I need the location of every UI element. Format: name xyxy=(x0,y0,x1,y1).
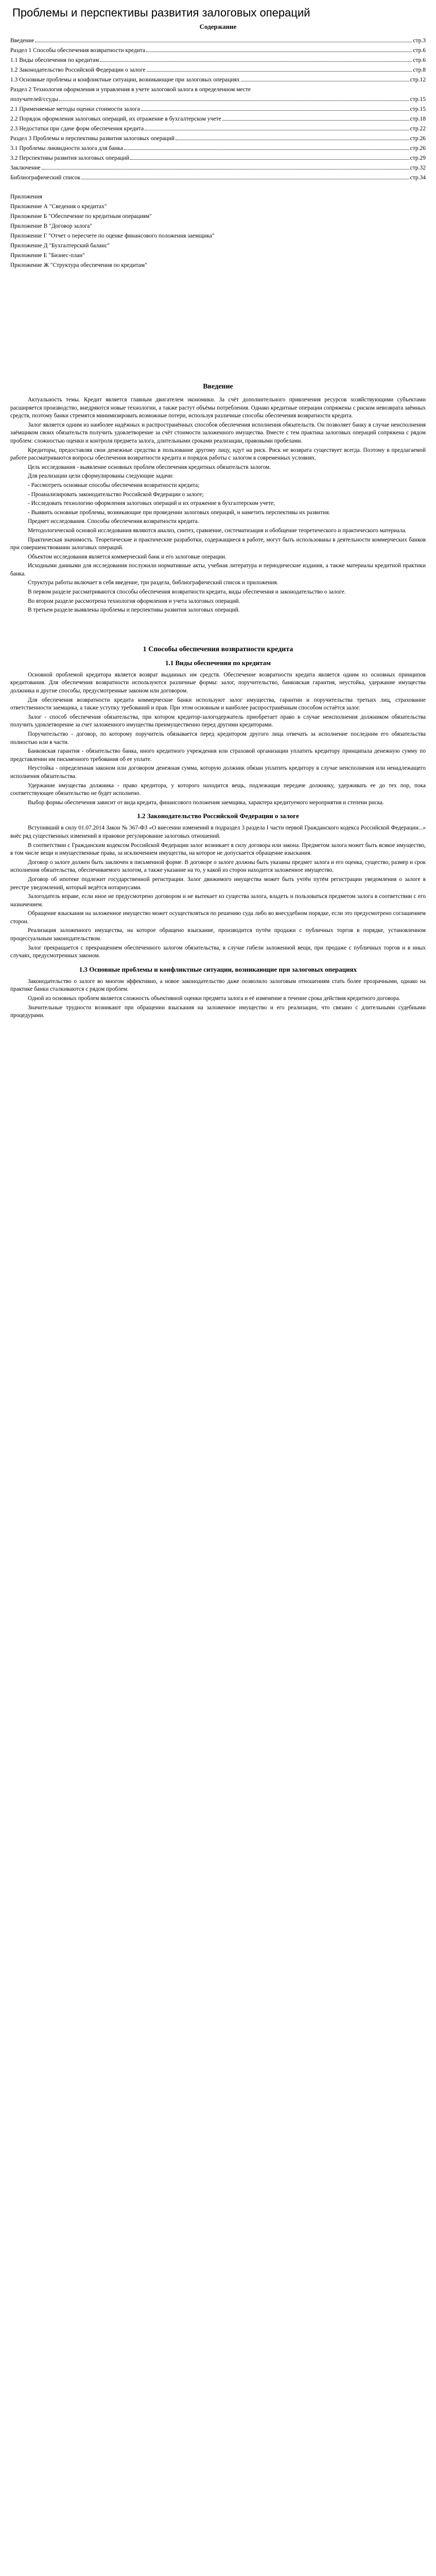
paragraph: - Проанализировать законодательство Российской Федерации о залоге; xyxy=(28,491,204,498)
section1-3-body xyxy=(10,978,426,1020)
toc-leader-dots xyxy=(59,100,409,101)
section1-1-body xyxy=(10,671,426,807)
paragraph: Кредиторы, предоставляя свои денежные средства в пользование другому лицу, идут на риск. Риск не возврата существует всегда. Поэтому в предлагаемой работе рассматриваются вопросы обеспечения возвратности кредита и порядок работы с залогом в современных условиях. xyxy=(10,447,426,462)
paragraph: В первом разделе рассматриваются способы обеспечения возвратности кредита, виды обеспечения и законодательство о залоге. xyxy=(28,589,346,596)
toc-leader-dots xyxy=(100,61,412,62)
toc-leader-dots xyxy=(147,71,412,72)
toc-item-page: стр.15 xyxy=(410,106,426,112)
toc-item-text: 3.2 Перспективы развития залоговых операций xyxy=(10,155,130,161)
paragraph: - Исследовать технологию оформления залоговых операций и их отражение в бухгалтерском учете; xyxy=(28,500,275,507)
paragraph: Реализация заложенного имущества, на которое обращено взыскание, производится путём продажи с публичных торгов в порядке, установленном процессуальным законодательством. xyxy=(10,927,426,942)
toc-leader-dots xyxy=(222,120,409,121)
paragraph: Для обеспечения возвратности кредита коммерческие банки используют залог имущества, гарантии и поручительства третьих лиц, страхование ответственности заемщика, а также уступку требований и прав. При этом основным и наиболее распространённым способом остаётся залог. xyxy=(10,697,426,711)
toc-item-page: стр.26 xyxy=(410,135,426,142)
paragraph: Предмет исследования. Способы обеспечения возвратности кредита. xyxy=(28,518,199,525)
paragraph: - Выявить основные проблемы, возникающие при проведении залоговых операций, и наметить перспективы их развития. xyxy=(28,509,330,516)
toc-item-text: 1.2 Законодательство Российской Федерации о залоге xyxy=(10,67,146,73)
toc-item xyxy=(10,163,426,173)
toc-item: Приложение Г "Отчет о пересчете по оценке финансового положения заемщика" xyxy=(10,233,215,239)
paragraph: Актуальность темы. Кредит является главным двигателем экономики. За счёт дополнительного привлечения ресурсов хозяйствующими субъектами расширяется производство, внедряются новые технологии, а также растут объёмы потребления. Однако кредитные операции сопряжены с риском невозврата заёмных средств, поэтому банки стремятся минимизировать возможные потери, используя различные способы обеспечения возвратности кредита. xyxy=(10,397,426,419)
toc-item: Приложение Б "Обеспечение по кредитным операциям" xyxy=(10,213,152,219)
paragraph: Структура работы включает в себя введение, три раздела, библиографический список и приложения. xyxy=(28,580,278,586)
paragraph: Договор об ипотеке подлежит государственной регистрации. Залог движимого имущества может быть учтён путём регистрации уведомления о залоге в реестре уведомлений, который ведётся нотариусами. xyxy=(10,876,426,891)
toc-item xyxy=(10,154,426,163)
toc-item xyxy=(10,75,426,85)
toc-item-text: 1.1 Виды обеспечения по кредитам xyxy=(10,57,99,63)
toc-leader-dots xyxy=(130,159,409,160)
toc-item-text: Раздел 1 Способы обеспечения возвратности кредита xyxy=(10,47,146,54)
table-of-contents xyxy=(10,36,426,270)
toc-leader-dots xyxy=(141,110,409,111)
toc-item-page: стр.6 xyxy=(413,57,426,63)
page-break-spacer xyxy=(10,616,426,636)
paragraph: Цель исследования - выявление основных проблем обеспечения кредитных обязательств залогом. xyxy=(28,464,271,470)
intro-heading: Введение xyxy=(203,383,233,391)
toc-item xyxy=(10,36,426,46)
toc-item-page: стр.8 xyxy=(413,67,426,73)
intro-body xyxy=(10,396,426,615)
page-break-spacer xyxy=(10,270,426,374)
toc-item xyxy=(10,105,426,114)
toc-item: Приложение Д "Бухгалтерский баланс" xyxy=(10,243,110,249)
toc-item-page: стр.29 xyxy=(410,155,426,161)
section1-2-heading: 1.2 Законодательство Российской Федерации о залоге xyxy=(137,812,299,820)
toc-item: Приложение А "Сведения о кредитах" xyxy=(10,204,107,210)
toc-item-text: 2.3 Недостатки при сдаче форм обеспечения кредита xyxy=(10,126,144,132)
toc-item-page: стр.34 xyxy=(410,175,426,181)
paragraph: Для реализации цели сформулированы следующие задачи: xyxy=(28,473,174,480)
toc-item-text: 1.3 Основные проблемы и конфликтные ситуации, возникающие при залоговых операциях xyxy=(10,77,240,83)
toc-item: Приложение Ж "Структура обеспечения по кредитам" xyxy=(10,262,147,268)
toc-item xyxy=(10,124,426,134)
toc-item-page: стр.6 xyxy=(413,47,426,54)
paragraph: - Рассмотреть основные способы обеспечения возвратности кредита; xyxy=(28,482,200,488)
paragraph: Выбор формы обеспечения зависит от вида кредита, финансового положения заемщика, характера кредитуемого мероприятия и степени риска. xyxy=(28,799,384,806)
toc-item-text: Библиографический список xyxy=(10,175,81,181)
paragraph: Одной из основных проблем является сложность объективной оценки предмета залога и её изменение в течение срока действия кредитного договора. xyxy=(28,995,400,1002)
paragraph: Неустойка - определенная законом или договором денежная сумма, которую должник обязан уплатить кредитору в случае неисполнения или ненадлежащего исполнения обязательства. xyxy=(10,765,426,779)
paragraph: Обращение взыскания на заложенное имущество может осуществляться по решению суда либо во внесудебном порядке, если это предусмотрено соглашением сторон. xyxy=(10,910,426,925)
paragraph: Залог прекращается с прекращением обеспеченного залогом обязательства, в случае гибели заложенной вещи, при продаже с публичных торгов и в иных случаях, предусмотренных законом. xyxy=(10,944,426,959)
toc-item-text: Заключение xyxy=(10,165,41,171)
toc-spacer xyxy=(10,183,426,192)
toc-item-text: получателей/ссуды xyxy=(10,96,58,103)
paragraph: Залог - способ обеспечения обязательства, при котором кредитор-залогодержатель приобретает право в случае неисполнения должником обязательства получить удовлетворение за счет заложенного имущества преимущественно перед другими кредиторами. xyxy=(10,714,426,728)
toc-item-page: стр.22 xyxy=(410,126,426,132)
toc-item xyxy=(10,173,426,183)
toc-item-text: 2.2 Порядок оформления залоговых операций, их отражение в бухгалтерском учете xyxy=(10,116,221,122)
paragraph: Банковская гарантия - обязательство банка, иного кредитного учреждения или страховой организации уплатить кредитору принципала денежную сумму по представлении им письменного требования об ее уплате. xyxy=(10,748,426,762)
section1-1-heading: 1.1 Виды обеспечения по кредитам xyxy=(165,658,271,667)
toc-item-text: 3.1 Проблемы ликвидности залога для банка xyxy=(10,145,123,151)
toc-item: Раздел 2 Технология оформления и управления в учете залоговой залога в определенном месте xyxy=(10,87,251,93)
toc-item-page: стр.15 xyxy=(410,96,426,103)
section1-heading: 1 Способы обеспечения возвратности кредита xyxy=(143,645,293,653)
toc-item xyxy=(10,46,426,56)
paragraph: Законодательство о залоге во многом эффективно, а новое законодательство даже позволило залоговым отношениям стать более прозрачными, однако на практике банки сталкиваются с рядом проблем. xyxy=(10,978,426,993)
paragraph: Исходными данными для исследования послужили нормативные акты, учебная литература и периодические издания, а также материалы кредитной практики банка. xyxy=(10,563,426,577)
paragraph: В третьем разделе выявлены проблемы и перспективы развития залоговых операций. xyxy=(28,607,240,614)
paragraph: Поручительство - договор, по которому поручитель обязывается перед кредитором другого лица отвечать за исполнение последним его обязательства полностью или в части. xyxy=(10,731,426,745)
section1-2-body xyxy=(10,824,426,960)
toc-item-text: Раздел 3 Проблемы и перспективы развития залоговых операций xyxy=(10,135,175,142)
paragraph: В соответствии с Гражданским кодексом Российской Федерации залог возникает в силу договора или закона. Предметом залога может быть всякое имущество, в том числе вещи и имущественные права, за исключением имущества, на которое не допускается обращение взыскания. xyxy=(10,842,426,857)
toc-item-page: стр.32 xyxy=(410,165,426,171)
paragraph: Основной проблемой кредитора является возврат выданных им средств. Обеспечение возвратности кредита является одним из основных принципов кредитования. Для обеспечения возвратности используются различные формы: залог, поручительство, банковская гарантия, неустойка, удержание имущества должника и другие способы, предусмотренные законом или договором. xyxy=(10,671,426,694)
toc-item-page: стр.26 xyxy=(410,145,426,151)
toc-item-text: Введение xyxy=(10,38,34,44)
paragraph: Объектом исследования является коммерческий банк и его залоговые операции. xyxy=(28,553,226,560)
toc-leader-dots xyxy=(42,169,409,170)
paragraph: Удержание имущества должника - право кредитора, у которого находится вещь, подлежащая передаче должнику, удерживать ее до тех пор, пока соответствующее обязательство не будет исполнено. xyxy=(10,782,426,797)
toc-item xyxy=(10,95,426,105)
paragraph: Договор о залоге должен быть заключен в письменной форме. В договоре о залоге должны быть указаны предмет залога и его оценка, существо, размер и срок исполнения обязательства, обеспечиваемого залогом, а также указание на то, у какой из сторон находится заложенное имущество. xyxy=(10,859,426,874)
paragraph: Методологической основой исследования являются анализ, синтез, сравнение, систематизация и обобщение теоретического и практического материала. xyxy=(28,527,407,534)
document-title: Проблемы и перспективы развития залоговых операций xyxy=(12,6,310,19)
document-page xyxy=(10,0,426,1031)
toc-heading: Содержание xyxy=(199,23,237,30)
toc-item xyxy=(10,144,426,154)
paragraph: Значительные трудности возникают при обращении взыскания на заложенное имущество и его реализации, что связано с длительными судебными процедурами. xyxy=(10,1004,426,1019)
paragraph: Вступивший в силу 01.07.2014 Закон № 367-ФЗ «О внесении изменений в подраздел 3 раздела I части первой Гражданского кодекса Российской Федерации...» внёс ряд существенных изменений в правовое регулирование залоговых отношений. xyxy=(10,825,426,839)
toc-item xyxy=(10,65,426,75)
toc-item xyxy=(10,56,426,65)
toc-item-page: стр.18 xyxy=(410,116,426,122)
toc-leader-dots xyxy=(124,149,409,150)
section1-3-heading: 1.3 Основные проблемы и конфликтные ситуации, возникающие при залоговых операциях xyxy=(79,965,357,973)
toc-item: Приложение В "Договор залога" xyxy=(10,223,93,229)
toc-item-page: стр.3 xyxy=(413,38,426,44)
toc-item-page: стр.12 xyxy=(410,77,426,83)
paragraph: Залог является одним из наиболее надёжных и распространённых способов обеспечения исполнения обязательств. Он позволяет банку в случае неисполнения заёмщиком своих обязательств получить удовлетворение за счёт стоимости заложенного имущества. Вместе с тем практика залоговых операций сопряжена с рядом проблем: сложностью оценки и контроля предмета залога, длительными сроками реализации, правовыми пробелами. xyxy=(10,421,426,444)
paragraph: Практическая значимость. Теоретические и практические разработки, содержащиеся в работе, могут быть использованы в деятельности коммерческих банков при совершенствовании залоговых операций. xyxy=(10,536,426,551)
toc-item xyxy=(10,114,426,124)
toc-item: Приложения xyxy=(10,194,42,200)
paragraph: Залогодатель вправе, если иное не предусмотрено договором и не вытекает из существа залога, владеть и пользоваться предметом залога в соответствии с его назначением. xyxy=(10,893,426,908)
toc-item-text: 2.1 Применяемые методы оценки стоимости залога xyxy=(10,106,140,112)
paragraph: Во втором разделе рассмотрена технология оформления и учета залоговых операций. xyxy=(28,598,240,604)
toc-item xyxy=(10,134,426,144)
toc-item: Приложение Е "Бизнес-план" xyxy=(10,252,85,259)
